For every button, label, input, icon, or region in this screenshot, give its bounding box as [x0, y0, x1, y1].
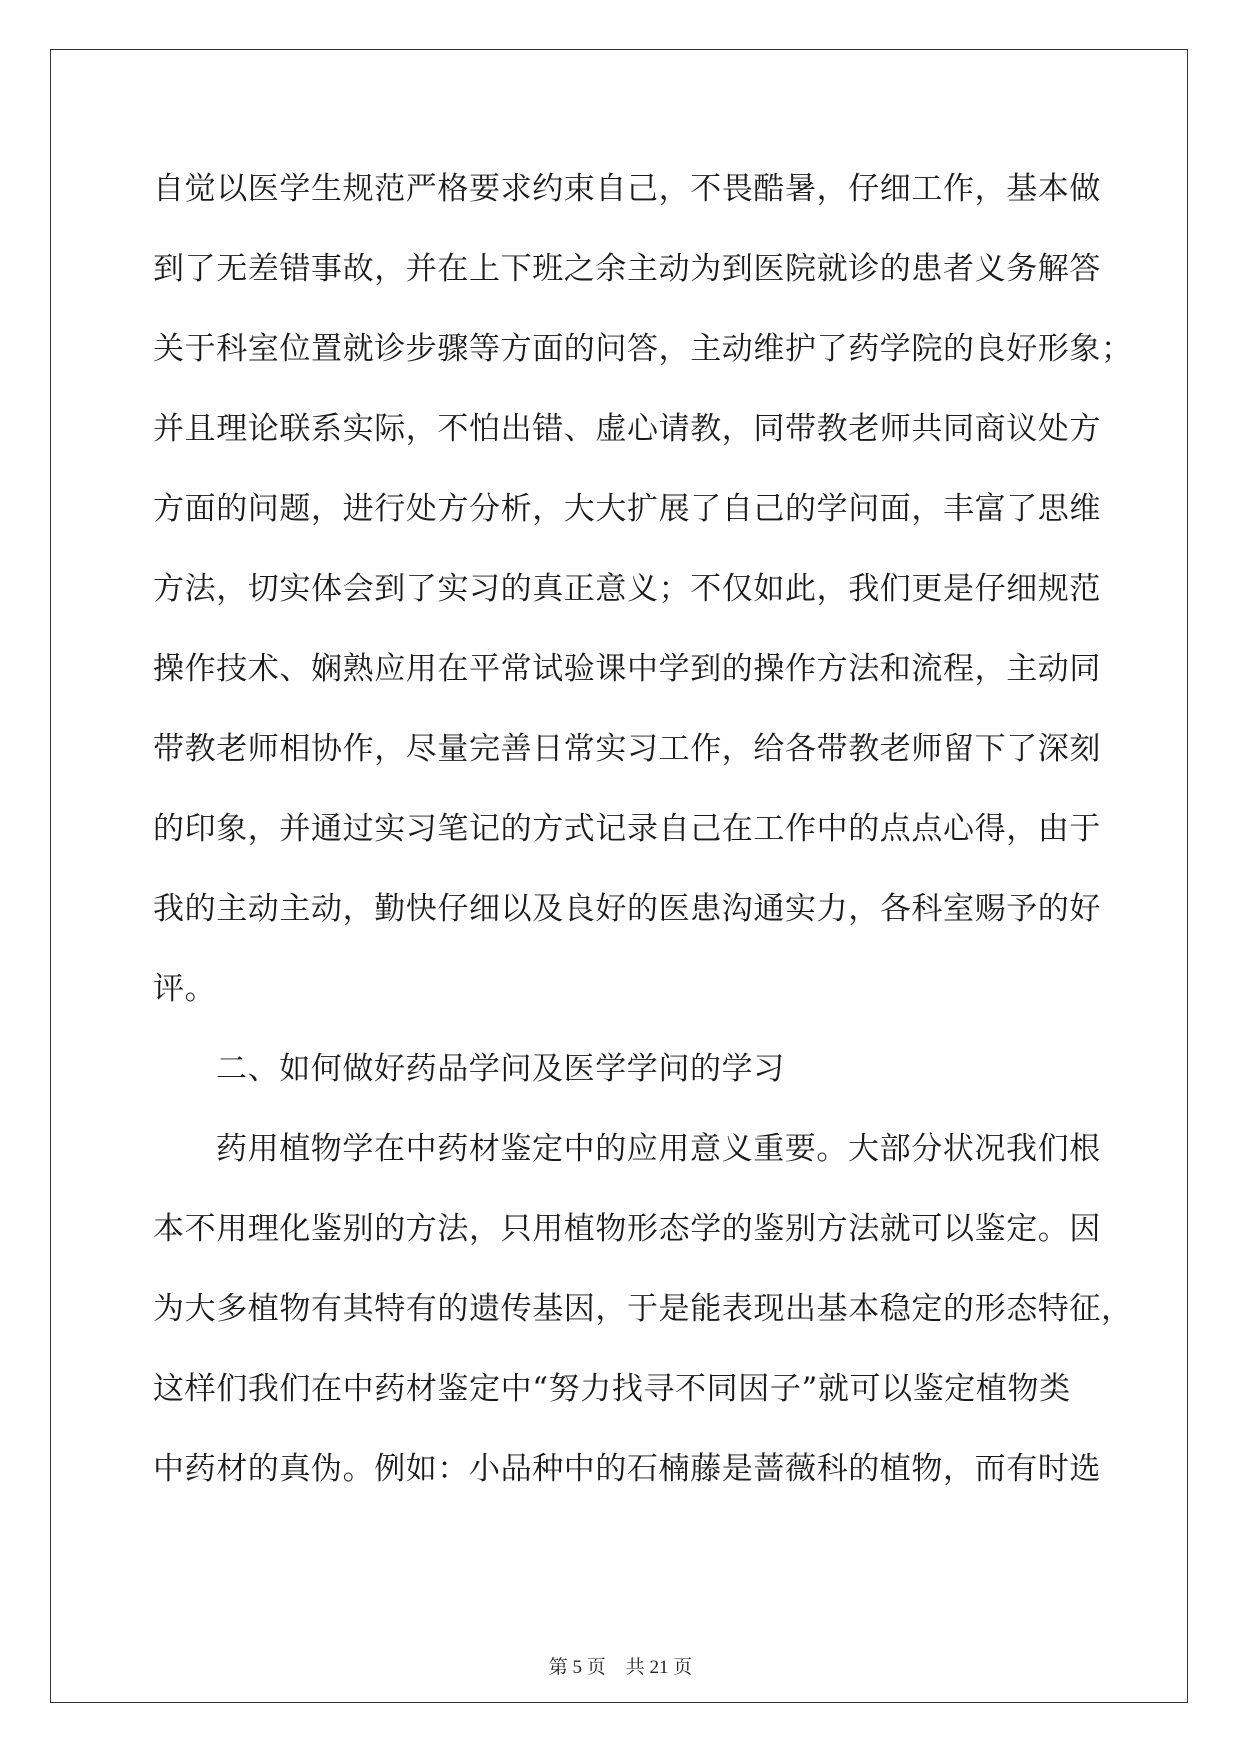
body-line-17: 中药材的真伪。例如：小品种中的石楠藤是蔷薇科的植物，而有时选 — [153, 1451, 1101, 1487]
body-line-16: 这样们我们在中药材鉴定中“努力找寻不同因子”就可以鉴定植物类 — [153, 1371, 1071, 1407]
body-line-15: 为大多植物有其特有的遗传基因，于是能表现出基本稳定的形态特征， — [153, 1291, 1133, 1327]
body-line-3: 关于科室位置就诊步骤等方面的问答，主动维护了药学院的良好形象； — [153, 331, 1133, 367]
body-line-14: 本不用理化鉴别的方法，只用植物形态学的鉴别方法就可以鉴定。因 — [153, 1211, 1101, 1247]
body-line-11: 评。 — [153, 971, 217, 1007]
section-heading: 二、如何做好药品学问及医学学问的学习 — [216, 1051, 785, 1087]
body-line-6: 方法，切实体会到了实习的真正意义；不仅如此，我们更是仔细规范 — [153, 571, 1101, 607]
page-total: 共 21 页 — [625, 1657, 693, 1678]
body-line-10: 我的主动主动，勤快仔细以及良好的医患沟通实力，各科室赐予的好 — [153, 891, 1101, 927]
body-line-9: 的印象，并通过实习笔记的方式记录自己在工作中的点点心得，由于 — [153, 811, 1101, 847]
body-line-7: 操作技术、娴熟应用在平常试验课中学到的操作方法和流程，主动同 — [153, 651, 1101, 687]
page-number: 第 5 页 — [548, 1657, 606, 1678]
body-line-1: 自觉以医学生规范严格要求约束自己，不畏酷暑，仔细工作，基本做 — [153, 171, 1101, 207]
body-line-4: 并且理论联系实际，不怕出错、虚心请教，同带教老师共同商议处方 — [153, 411, 1101, 447]
body-line-2: 到了无差错事故，并在上下班之余主动为到医院就诊的患者义务解答 — [153, 251, 1101, 287]
page-footer — [0, 1652, 1241, 1679]
body-line-5: 方面的问题，进行处方分析，大大扩展了自己的学问面，丰富了思维 — [153, 491, 1101, 527]
body-line-8: 带教老师相协作，尽量完善日常实习工作，给各带教老师留下了深刻 — [153, 731, 1101, 767]
body-line-13: 药用植物学在中药材鉴定中的应用意义重要。大部分状况我们根 — [216, 1131, 1101, 1167]
